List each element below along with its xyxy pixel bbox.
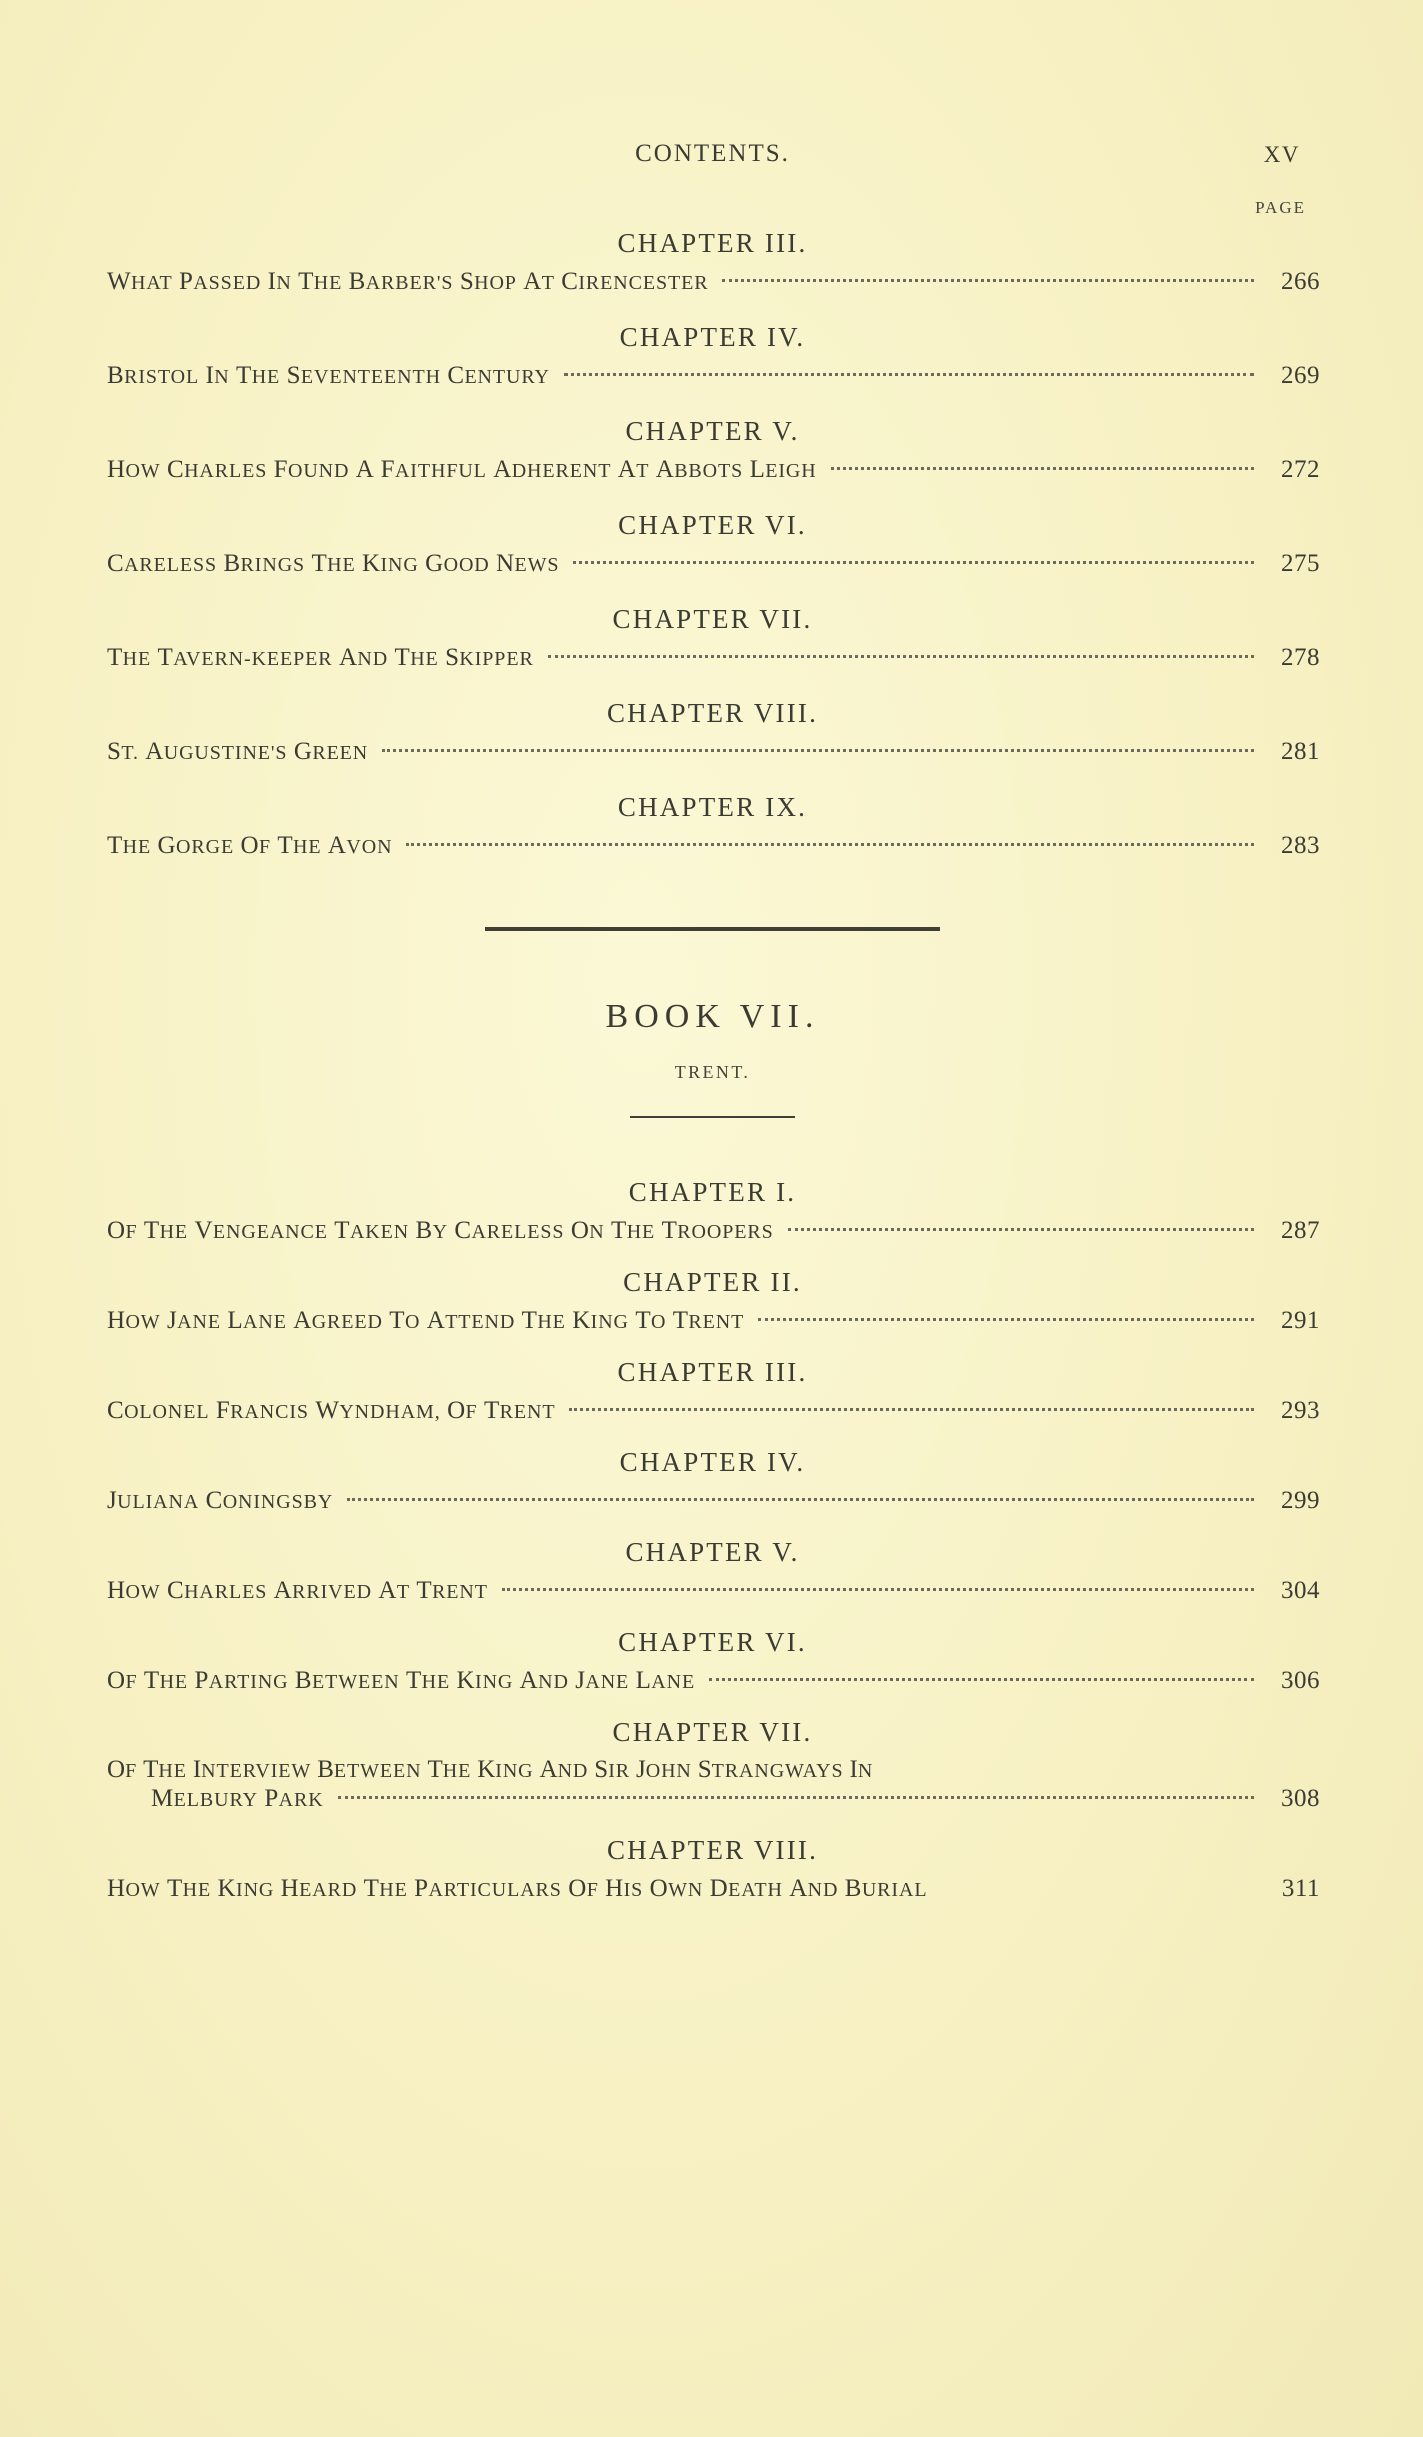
chapter-heading: CHAPTER IV. [619, 1447, 806, 1477]
toc-entry-page: 299 [1281, 1487, 1320, 1514]
toc-entry-page: 278 [1281, 644, 1320, 671]
toc-entry-page: 311 [1281, 1875, 1320, 1902]
dot-leader [758, 1306, 1254, 1328]
toc-entry-title: OF THE INTERVIEW BETWEEN THE KING AND SIR JOHN STRANGWAYS IN [107, 1756, 874, 1783]
chapter-heading: CHAPTER VIII. [606, 1835, 819, 1865]
toc-entry[interactable] [105, 831, 1320, 860]
toc-entry-page: 308 [1281, 1785, 1320, 1812]
dot-leader [502, 1576, 1254, 1598]
toc-entry[interactable] [105, 1874, 1320, 1903]
toc-entry-title: WHAT PASSED IN THE BARBER'S SHOP AT CIRENCESTER [107, 268, 709, 295]
contents-page [105, 140, 1320, 1907]
chapter-heading: CHAPTER III. [617, 228, 808, 258]
toc-entry-title: OF THE PARTING BETWEEN THE KING AND JANE LANE [107, 1667, 696, 1694]
toc-entry-page: 283 [1281, 832, 1320, 859]
dot-leader [548, 643, 1254, 665]
toc-entry-page: 281 [1281, 738, 1320, 765]
dot-leader [382, 737, 1254, 759]
chapter-heading: CHAPTER II. [623, 1267, 802, 1297]
dot-leader [709, 1666, 1254, 1688]
book-title: BOOK VII. [605, 998, 820, 1035]
toc-entry-page: 304 [1281, 1577, 1320, 1604]
toc-entry-page: 306 [1281, 1667, 1320, 1694]
running-head [105, 140, 1320, 180]
book-subtitle: TRENT. [674, 1062, 751, 1082]
toc-entry[interactable] [105, 361, 1320, 390]
toc-entry[interactable] [105, 1486, 1320, 1515]
toc-entry[interactable] [105, 643, 1320, 672]
toc-entry-title-continued: MELBURY PARK [151, 1785, 324, 1812]
chapter-heading: CHAPTER VII. [612, 604, 813, 634]
chapter-heading: CHAPTER VI. [618, 510, 807, 540]
chapter-heading: CHAPTER IV. [619, 322, 806, 352]
toc-entry-title: ST. AUGUSTINE'S GREEN [107, 738, 369, 765]
dot-leader [347, 1486, 1254, 1508]
dot-leader [406, 831, 1254, 853]
toc-entry-page: 293 [1281, 1397, 1320, 1424]
toc-entry-title: BRISTOL IN THE SEVENTEENTH CENTURY [107, 362, 550, 389]
dot-leader [941, 1874, 1252, 1896]
dot-leader [573, 549, 1254, 571]
dot-leader [338, 1784, 1254, 1806]
book-divider-rule [105, 1105, 1320, 1123]
toc-entry-title: THE TAVERN-KEEPER AND THE SKIPPER [107, 644, 534, 671]
dot-leader [788, 1216, 1254, 1238]
section-divider-rule [105, 918, 1320, 936]
chapter-heading: CHAPTER VIII. [606, 698, 819, 728]
toc-entry-page: 266 [1281, 268, 1320, 295]
toc-entry-title: COLONEL FRANCIS WYNDHAM, OF TRENT [107, 1397, 556, 1424]
toc-entry[interactable] [105, 1666, 1320, 1695]
toc-entry-title: HOW THE KING HEARD THE PARTICULARS OF HIS OWN DEATH AND BURIAL [107, 1875, 928, 1902]
toc-entry[interactable] [105, 1756, 1320, 1813]
chapter-heading: CHAPTER V. [625, 1537, 800, 1567]
chapter-heading: CHAPTER III. [617, 1357, 808, 1387]
chapter-heading: CHAPTER V. [625, 416, 800, 446]
dot-leader [831, 455, 1254, 477]
chapter-heading: CHAPTER I. [628, 1177, 797, 1207]
toc-entry-title: THE GORGE OF THE AVON [107, 832, 393, 859]
chapter-heading: CHAPTER IX. [617, 792, 808, 822]
toc-entry-page: 291 [1281, 1307, 1320, 1334]
toc-entry[interactable] [105, 1576, 1320, 1605]
toc-entry-page: 275 [1281, 550, 1320, 577]
toc-entry-title: HOW CHARLES FOUND A FAITHFUL ADHERENT AT ABBOTS LEIGH [107, 456, 817, 483]
toc-entry[interactable] [105, 455, 1320, 484]
dot-leader [569, 1396, 1254, 1418]
toc-entry-title: HOW CHARLES ARRIVED AT TRENT [107, 1577, 488, 1604]
running-head-title: CONTENTS. [635, 140, 790, 167]
page-column-header: PAGE [1255, 198, 1306, 217]
toc-entry-title: CARELESS BRINGS THE KING GOOD NEWS [107, 550, 560, 577]
toc-entry[interactable] [105, 549, 1320, 578]
toc-entry-page: 269 [1281, 362, 1320, 389]
toc-entry[interactable] [105, 1216, 1320, 1245]
chapter-heading: CHAPTER VII. [612, 1717, 813, 1747]
toc-entry-title: OF THE VENGEANCE TAKEN BY CARELESS ON THE TROOPERS [107, 1217, 774, 1244]
toc-entry-title: HOW JANE LANE AGREED TO ATTEND THE KING TO TRENT [107, 1307, 745, 1334]
toc-entry[interactable] [105, 1306, 1320, 1335]
toc-entry-page: 287 [1281, 1217, 1320, 1244]
toc-entry-title: JULIANA CONINGSBY [107, 1487, 334, 1514]
toc-entry[interactable] [105, 1396, 1320, 1425]
dot-leader [722, 267, 1254, 289]
toc-entry-page: 272 [1281, 456, 1320, 483]
toc-entry[interactable] [105, 267, 1320, 296]
folio-number: XV [1263, 142, 1300, 167]
chapter-heading: CHAPTER VI. [618, 1627, 807, 1657]
dot-leader [564, 361, 1254, 383]
toc-entry[interactable] [105, 737, 1320, 766]
